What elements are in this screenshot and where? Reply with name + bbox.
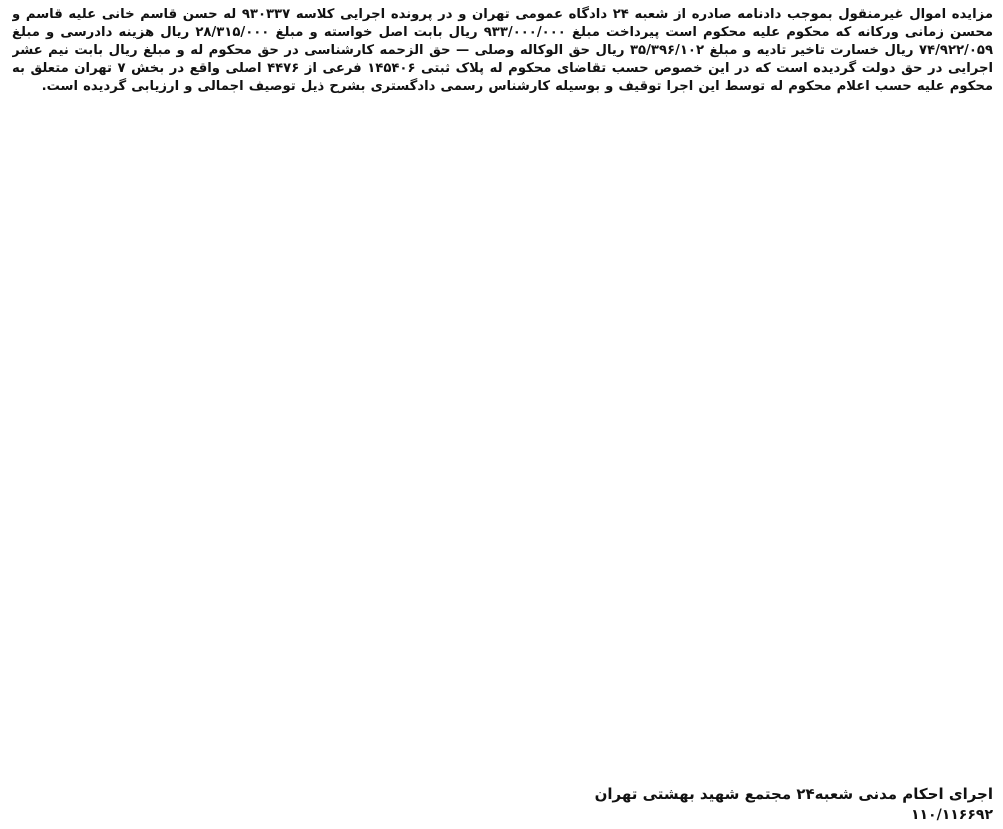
notice-paragraph: مزایده اموال غیرمنقول بموجب دادنامه صادره از شعبه ۲۴ دادگاه عمومی تهران و در پرونده اجرایی کلاسه ۹۳۰۳۳۷ له حسن قاسم خانی علیه قاسم و محسن زمانی ورکانه که محکوم علیه محکوم است پیرداخت مبلغ ۹۳۳/۰۰۰/۰۰۰ ریال بابت اصل خواسته و مبلغ ۲۸/۳۱۵/۰۰۰ ریال هزینه دادرسی و مبلغ ۷۴/۹۲۲/۰۵۹ ریال خسارت تاخیر تادیه و مبلغ ۳۵/۳۹۶/۱۰۲ ریال حق الوکاله وصلی — حق الزحمه کارشناسی در حق محکوم له و مبلغ ریال بابت نیم عشر اجرایی در حق دولت گردیده است که در این خصوص حسب تقاضای محکوم له پلاک ثبتی ۱۴۵۴۰۶ فرعی از ۴۴۷۶ اصلی واقع در بخش ۷ تهران متعلق به محکوم علیه حسب اعلام محکوم له توسط این اجرا توقیف و بوسیله کارشناس رسمی دادگستری بشرح ذیل توصیف اجمالی و ارزیابی گردیده است.: [12, 7, 993, 94]
reference-number: ۱۱۰/۱۱۶۶۹۲: [910, 807, 993, 823]
notice-body-text: [12, 6, 993, 776]
issuing-office: اجرای احکام مدنی شعبه۲۴ مجتمع شهید بهشتی تهران: [594, 785, 993, 803]
